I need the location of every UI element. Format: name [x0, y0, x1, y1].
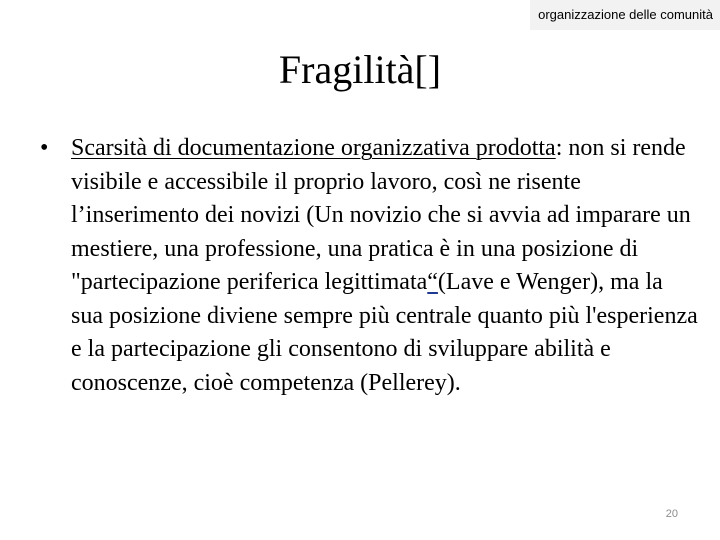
bullet-item [40, 132, 700, 400]
bullet-colon: : [555, 135, 563, 161]
bullet-text-part2: (Lave e Wenger), ma la sua posizione diviene sempre più centrale quanto più l'esperienza e la partecipazione gli consentono di sviluppare abilità e conoscenze, cioè competenza (Pellerey). [71, 269, 698, 396]
slide-title: Fragilità[] [278, 47, 442, 92]
quote-link[interactable]: “ [427, 269, 438, 295]
bullet-text-part1: non si rende visibile e accessibile il proprio lavoro, così ne risente l’inserimento dei novizi (Un novizio che si avvia ad imparare un mestiere, una professione, una pratica è in una posizione di "partecipazione periferica legittimata [71, 135, 691, 295]
bullet-heading: Scarsità di documentazione organizzativa prodotta [71, 135, 556, 161]
page-number: 20 [665, 508, 678, 520]
bullet-icon: • [40, 135, 49, 161]
section-tag: organizzazione delle comunità [530, 0, 720, 30]
bullet-list [40, 132, 700, 400]
